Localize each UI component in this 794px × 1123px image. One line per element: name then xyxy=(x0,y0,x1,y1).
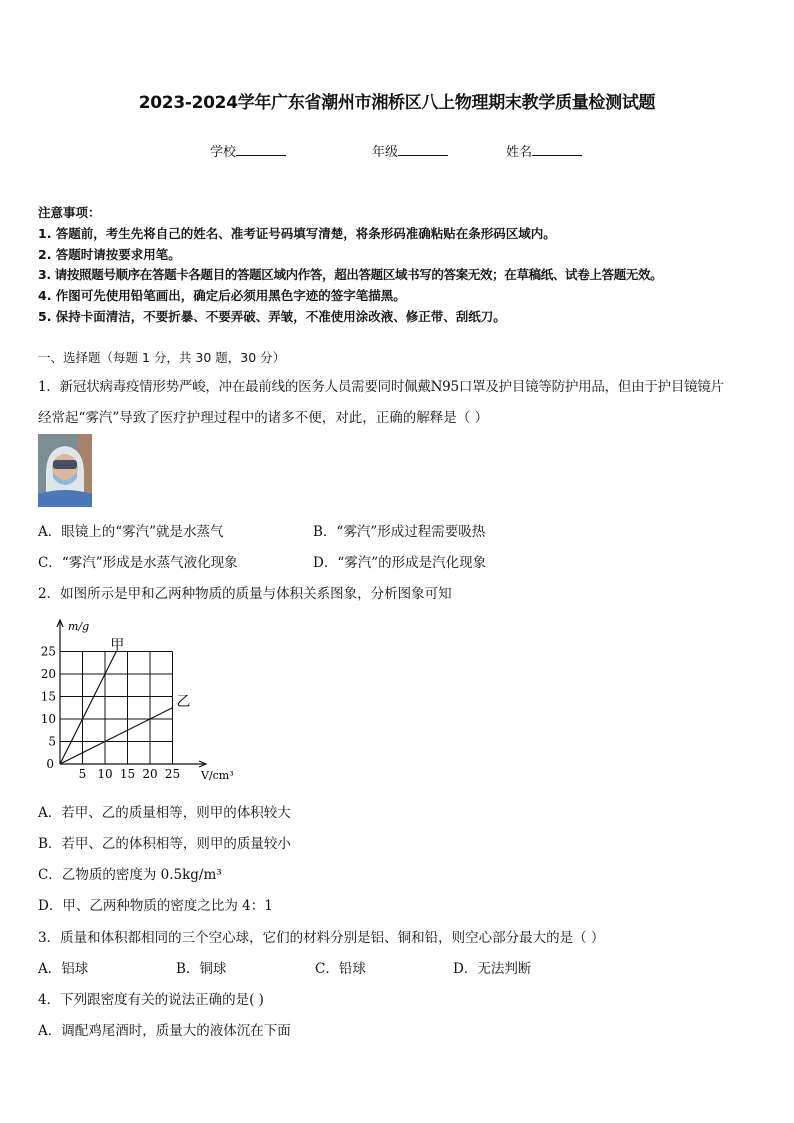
y-tick-label: 15 xyxy=(40,689,56,704)
medical-worker-illustration xyxy=(38,434,92,507)
notice-item: 3. 请按照题号顺序在答题卡各题目的答题区域内作答，超出答题区域书写的答案无效；在草稿纸、试卷上答题无效。 xyxy=(38,267,663,282)
q2-option-a[interactable]: A．若甲、乙的质量相等，则甲的体积较大 xyxy=(38,805,291,821)
section-heading: 一、选择题（每题 1 分，共 30 题，30 分） xyxy=(38,350,286,365)
q2-option-d[interactable]: D．甲、乙两种物质的密度之比为 4：1 xyxy=(38,898,273,914)
medical-worker-photo xyxy=(38,434,92,507)
notice-item: 1. 答题前，考生先将自己的姓名、准考证号码填写清楚，将条形码准确粘贴在条形码区域内。 xyxy=(38,226,556,241)
q1-option-d[interactable]: D．“雾汽”的形成是汽化现象 xyxy=(313,555,487,571)
x-tick-label: 25 xyxy=(164,767,181,781)
series-line-jia xyxy=(60,652,116,765)
name-label: 姓名 xyxy=(506,145,533,160)
x-tick-label: 5 xyxy=(78,767,87,781)
question-1-line-2: 经常起“雾汽”导致了医疗护理过程中的诸多不便，对此，正确的解释是（ ） xyxy=(38,410,489,426)
notice-item: 2. 答题时请按要求用笔。 xyxy=(38,247,181,262)
x-tick-label: 15 xyxy=(119,767,136,781)
series-line-yi xyxy=(60,708,173,764)
question-1-line-1: 1．新冠状病毒疫情形势严峻，冲在最前线的医务人员需要同时佩戴N95口罩及护目镜等防护用品，但由于护目镜镜片 xyxy=(38,379,724,395)
series-label: 甲 xyxy=(110,637,125,654)
x-axis-label: V/cm³ xyxy=(201,769,234,782)
chart-svg xyxy=(36,614,246,784)
grade-label: 年级 xyxy=(372,145,399,160)
y-tick-label: 5 xyxy=(48,734,56,749)
q1-option-a[interactable]: A．眼镜上的“雾汽”就是水蒸气 xyxy=(38,524,224,540)
q3-option-d[interactable]: D．无法判断 xyxy=(453,961,532,977)
q3-option-a[interactable]: A．铝球 xyxy=(38,961,89,977)
y-tick-label: 25 xyxy=(40,644,56,659)
question-2-stem: 2．如图所示是甲和乙两种物质的质量与体积关系图象，分析图象可知 xyxy=(38,586,452,602)
question-3-stem: 3．质量和体积都相同的三个空心球，它们的材料分别是铝、铜和铅，则空心部分最大的是（ ） xyxy=(38,930,605,946)
grade-field[interactable] xyxy=(372,141,448,160)
name-field[interactable] xyxy=(506,141,582,160)
q2-option-b[interactable]: B．若甲、乙的体积相等，则甲的质量较小 xyxy=(38,836,291,852)
q1-option-c[interactable]: C．“雾汽”形成是水蒸气液化现象 xyxy=(38,555,238,571)
q2-option-c[interactable]: C．乙物质的密度为 0.5kg/m³ xyxy=(38,867,222,883)
q3-option-b[interactable]: B．铜球 xyxy=(176,961,227,977)
q1-option-b[interactable]: B．“雾汽”形成过程需要吸热 xyxy=(313,524,486,540)
y-tick-label: 0 xyxy=(46,757,54,771)
school-label: 学校 xyxy=(210,145,237,160)
series-label: 乙 xyxy=(176,693,191,710)
mass-volume-chart xyxy=(36,614,246,788)
name-blank[interactable] xyxy=(532,143,582,156)
q3-option-c[interactable]: C．铅球 xyxy=(315,961,366,977)
x-tick-label: 10 xyxy=(97,767,113,781)
page-title: 2023-2024学年广东省潮州市湘桥区八上物理期末教学质量检测试题 xyxy=(138,93,656,113)
notice-item: 5. 保持卡面清洁，不要折暴、不要弄破、弄皱，不准使用涂改液、修正带、刮纸刀。 xyxy=(38,309,506,324)
x-tick-label: 20 xyxy=(142,767,158,781)
question-4-stem: 4．下列跟密度有关的说法正确的是( ) xyxy=(38,992,264,1008)
school-field[interactable] xyxy=(210,141,286,160)
school-blank[interactable] xyxy=(236,143,286,156)
notice-heading: 注意事项： xyxy=(38,205,101,220)
notice-item: 4. 作图可先使用铅笔画出，确定后必须用黑色字迹的签字笔描黑。 xyxy=(38,288,406,303)
y-axis-label: m/g xyxy=(68,620,90,633)
grade-blank[interactable] xyxy=(398,143,448,156)
q4-option-a[interactable]: A．调配鸡尾酒时，质量大的液体沉在下面 xyxy=(38,1023,291,1039)
y-tick-label: 10 xyxy=(40,712,56,726)
y-tick-label: 20 xyxy=(40,667,56,681)
